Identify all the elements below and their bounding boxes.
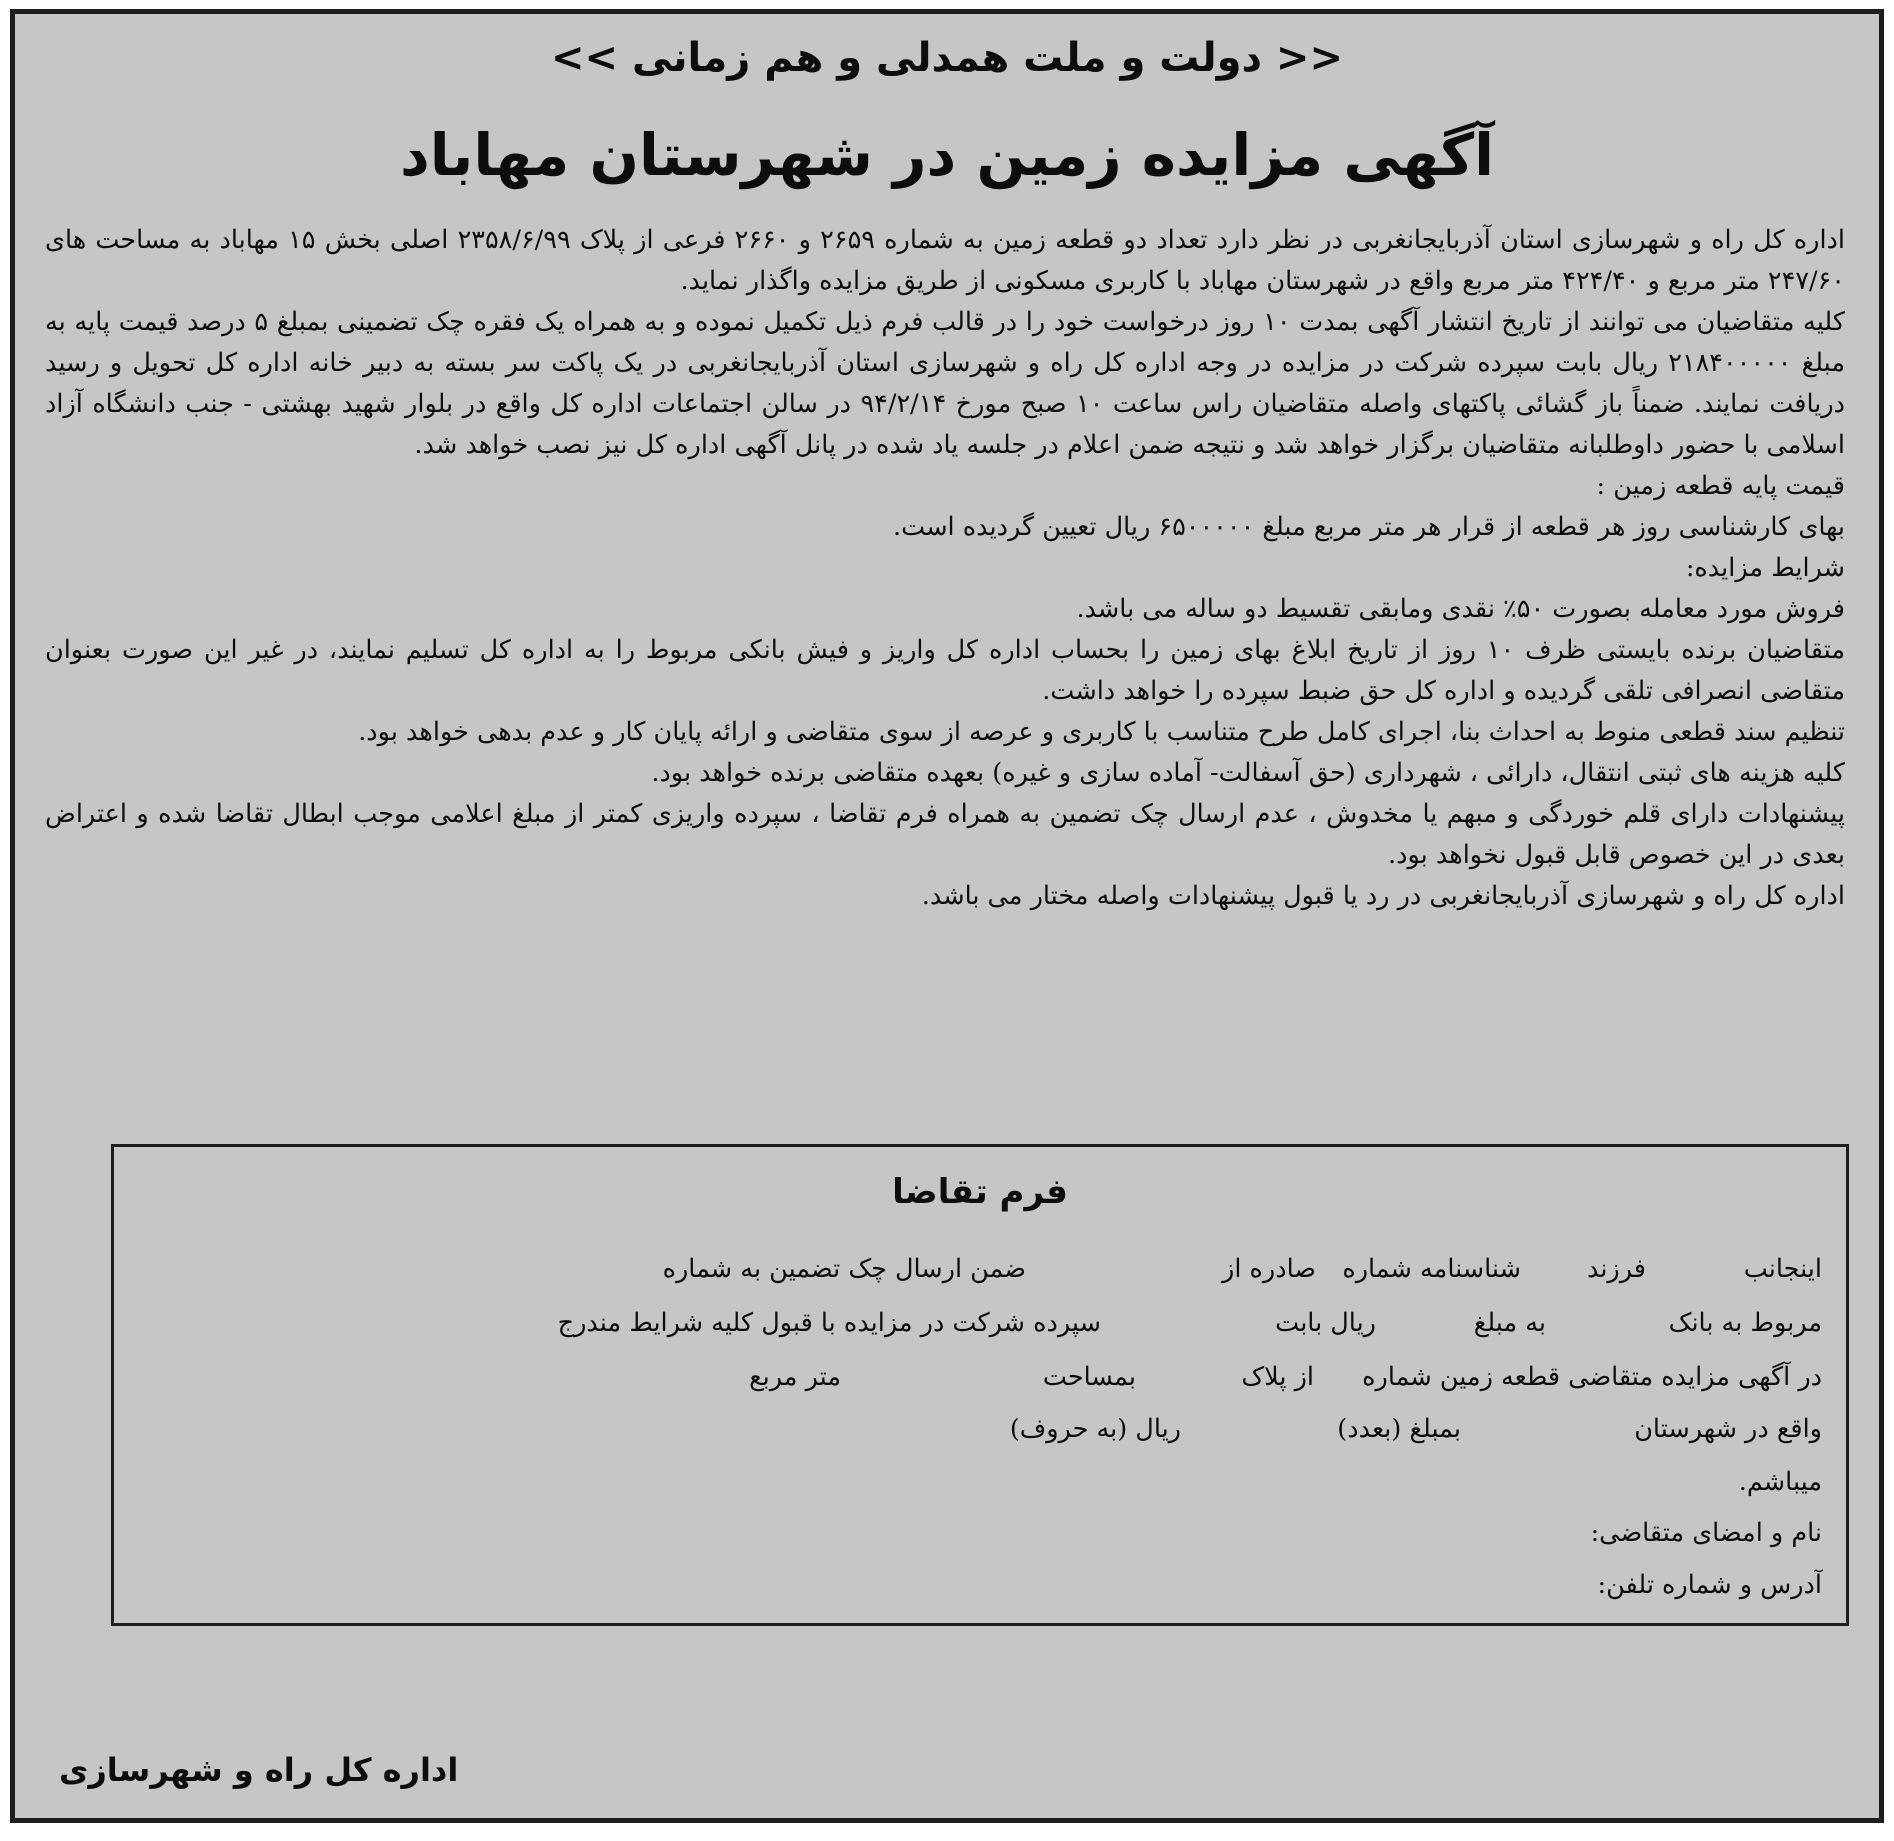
bank-label: مربوط به بانک	[1668, 1308, 1822, 1338]
condition-authority: اداره کل راه و شهرسازی آذربایجانغربی در رد یا قبول پیشنهادات واصله مختار می باشد.	[921, 881, 1845, 911]
form-row-bank	[114, 1303, 1846, 1343]
applicant-label: اینجانب	[1743, 1254, 1822, 1284]
form-row-address	[114, 1565, 1846, 1605]
amount-digits-label: بمبلغ (بعدد)	[1337, 1414, 1461, 1444]
application-form	[111, 1144, 1849, 1626]
address-phone-label: آدرس و شماره تلفن:	[1597, 1570, 1822, 1600]
city-label: واقع در شهرستان	[1634, 1414, 1822, 1444]
issuer-signature: اداره کل راه و شهرسازی	[59, 1751, 459, 1789]
auction-notice	[10, 9, 1884, 1823]
name-signature-label: نام و امضای متقاضی:	[1590, 1518, 1822, 1548]
notice-headline: آگهی مزایده زمین در شهرستان مهاباد	[400, 121, 1494, 189]
paragraph-application: کلیه متقاضیان می توانند از تاریخ انتشار آگهی بمدت ۱۰ روز درخواست خود را در قالب فرم ذیل تکمیل نموده و به همراه یک فقره چک تضمینی بمبلغ ۵ درصد قیمت پایه به مبلغ ۲۱۸۴۰۰۰۰۰ ریال بابت سپرده شرکت در مزایده در وجه اداره کل راه و شهرسازی استان آذربایجانغربی در یک پاکت سر بسته به دبیر خانه اداره کل تحویل و رسید دریافت نمایند. ضمناً باز گشائی پاکتهای واصله متقاضیان راس ساعت ۱۰ صبح مورخ ۹۴/۲/۱۴ در سالن اجتماعات اداره کل واقع در بلوار شهید بهشتی - جنب دانشگاه آزاد اسلامی با حضور داوطلبانه متقاضیان برگزار خواهد شد و نتیجه ضمن اعلام در جلسه یاد شده در پانل آگهی اداره کل نیز نصب خواهد شد.	[45, 307, 1846, 460]
base-price-heading: قیمت پایه قطعه زمین :	[1596, 471, 1845, 501]
conditions-heading: شرایط مزایده:	[1685, 553, 1845, 583]
check-number-label: ضمن ارسال چک تضمین به شماره	[662, 1254, 1026, 1284]
condition-invalid-bids: پیشنهادات دارای قلم خوردگی و مبهم یا مخدوش ، عدم ارسال چک تضمین به همراه فرم تقاضا ، سپرده واریزی کمتر از مبلغ اعلامی موجب ابطال تقاضا شده و اعتراض بعدی در این خصوص قابل قبول نخواهد بود.	[45, 799, 1845, 870]
form-row-closing	[114, 1462, 1846, 1502]
notice-body	[45, 220, 1845, 917]
form-row-applicant	[114, 1249, 1846, 1289]
child-of-label: فرزند	[1586, 1254, 1646, 1284]
condition-winner-deadline: متقاضیان برنده بایستی ظرف ۱۰ روز از تاریخ ابلاغ بهای زمین را بحساب اداره کل واریز و فیش بانکی مربوط را به اداره کل تسلیم نمایند، در غیر این صورت بعنوان متقاضی انصرافی تلقی گردیده و اداره کل حق ضبط سپرده را خواهد داشت.	[45, 635, 1845, 706]
condition-costs: کلیه هزینه های ثبتی انتقال، دارائی ، شهرداری (حق آسفالت- آماده سازی و غیره) بعهده متقاضی برنده خواهد بود.	[651, 758, 1845, 788]
square-meter-label: متر مربع	[749, 1362, 841, 1392]
plot-number-label: در آگهی مزایده متقاضی قطعه زمین شماره	[1362, 1362, 1822, 1392]
amount-words-label: ریال (به حروف)	[1009, 1414, 1181, 1444]
area-label: بمساحت	[1042, 1362, 1136, 1392]
base-price-text: بهای کارشناسی روز هر قطعه از قرار هر متر مربع مبلغ ۶۵۰۰۰۰۰ ریال تعیین گردیده است.	[893, 512, 1845, 542]
rial-for-label: ریال بابت	[1275, 1308, 1376, 1338]
paragraph-intro: اداره کل راه و شهرسازی استان آذربایجانغربی در نظر دارد تعداد دو قطعه زمین به شماره ۲۶۵۹ و ۲۶۶۰ فرعی از پلاک ۲۳۵۸/۶/۹۹ اصلی بخش ۱۵ مهاباد به مساحت های ۲۴۷/۶۰ متر مربع و ۴۲۴/۴۰ متر مربع واقع در شهرستان مهاباد با کاربری مسکونی از طریق مزایده واگذار نماید.	[45, 225, 1845, 296]
closing-text: میباشم.	[1738, 1467, 1822, 1497]
form-row-plot	[114, 1357, 1846, 1397]
form-row-signature	[114, 1513, 1846, 1553]
issued-from-label: صادره از	[1222, 1254, 1316, 1284]
id-number-label: شناسنامه شماره	[1342, 1254, 1521, 1284]
amount-label: به مبلغ	[1473, 1308, 1546, 1338]
deposit-terms-label: سپرده شرکت در مزایده با قبول کلیه شرایط مندرج	[557, 1308, 1101, 1338]
registration-plate-label: از پلاک	[1241, 1362, 1314, 1392]
form-title: فرم تقاضا	[892, 1172, 1068, 1212]
condition-deed: تنظیم سند قطعی منوط به احداث بنا، اجرای کامل طرح متناسب با کاربری و عرصه از سوی متقاضی و ارائه پایان کار و عدم بدهی خواهد بود.	[358, 717, 1845, 747]
form-row-city	[114, 1409, 1846, 1449]
slogan: << دولت و ملت همدلی و هم زمانی >>	[551, 35, 1343, 81]
condition-payment: فروش مورد معامله بصورت ۵۰٪ نقدی ومابقی تقسیط دو ساله می باشد.	[1076, 594, 1845, 624]
